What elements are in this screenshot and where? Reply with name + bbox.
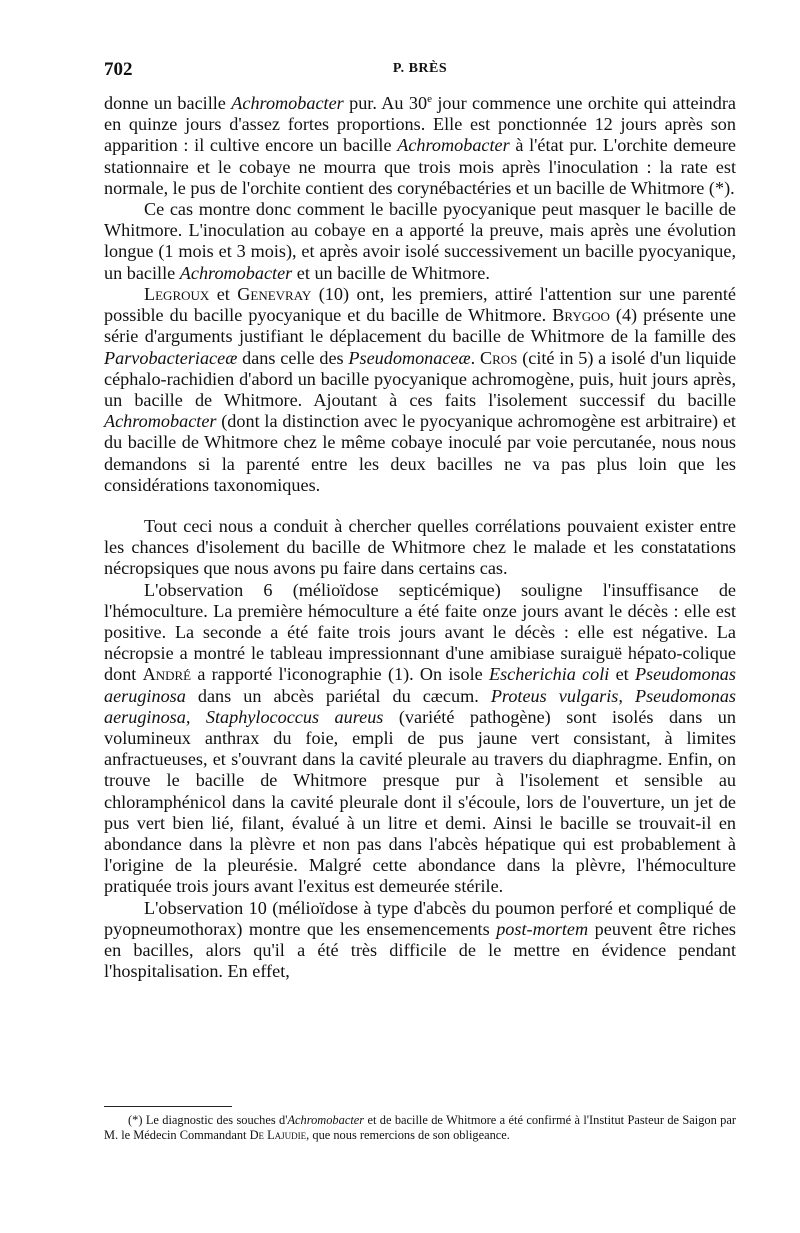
text-segment: (cité in 5) a isolé d'un liquide céphalo-rachidien d'abord un bacille pyocyanique achromogène, puis, huit jours après, un bacille de Whitmore. Ajoutant à ces faits l'isolement successif du bacille <box>104 347 737 410</box>
text-segment: (dont la distinction avec le pyocyanique achromogène est arbitraire) et du bacille de Whitmore chez le même cobaye inoculé par voie percutanée, nous nous demandons si la parenté entre les deux bacilles ne va pas plus loin que les considérations taxonomiques. <box>104 411 736 495</box>
author-ref: Brygoo <box>552 305 610 326</box>
text-segment: dans un abcès pariétal du cæcum. <box>185 685 491 706</box>
author-ref: De Lajudie <box>249 1127 307 1142</box>
text-segment: pur. Au 30 <box>343 93 428 114</box>
running-head <box>104 55 736 89</box>
italic-text: Achromobacter <box>104 411 217 432</box>
italic-text: Parvobacteriaceæ <box>104 347 238 368</box>
paragraph-2 <box>104 199 736 284</box>
italic-text: Escherichia coli <box>488 664 610 685</box>
text-segment: a rapporté l'iconographie (1). On isole <box>191 664 489 685</box>
text-segment: dans celle des <box>237 347 349 368</box>
text-segment: et un bacille de Whitmore. <box>292 262 490 283</box>
footnote-rule <box>104 1106 232 1107</box>
author-ref: Legroux <box>144 283 210 304</box>
text-segment: Ce cas montre donc comment le bacille pyocyanique peut masquer le bacille de Whitmore. L'inoculation au cobaye en a apporté la preuve, mais après une évolution longue (1 mois et 3 mois), et après avoir isolé successivement un bacille pyocyanique, un bacille <box>104 199 736 283</box>
text-segment: peuvent être riches en bacilles, alors qu'il a été très difficile de le mettre en évidence pendant l'hospitalisation. En effet, <box>104 918 736 982</box>
italic-text: Achromobacter <box>397 135 510 156</box>
text-segment: (10) ont, les premiers, attiré l'attention sur une parenté possible du bacille pyocyanique et du bacille de Whitmore. <box>104 283 736 326</box>
italic-text: Pseudomonas aeruginosa <box>104 664 736 706</box>
page-number: 702 <box>104 59 133 80</box>
italic-text: Achromobacter <box>287 1113 365 1127</box>
paragraph-3 <box>104 284 736 496</box>
paragraph-5 <box>104 580 736 898</box>
italic-text: Achromobacter <box>179 262 293 283</box>
text-segment: (variété pathogène) sont isolés dans un volumineux anthrax du foie, empli de pus jaune vert consistant, à limites anfractueuses, et s'ouvrant dans la cavité pleurale au travers du diaphragme. Enfin, on trouve le bacille de Whitmore presque pur à l'isolement et sensible au chloramphénicol dans la cavité pleurale dont il s'écoule, lors de l'ouverture, un jet de pus vert bien lié, filant, évalué à un litre et demi. Ainsi le bacille se trouvait-il en abondance dans la plèvre et non pas dans l'abcès hépatique qui est probablement à l'origine de la pleurésie. Malgré cette abondance dans la plèvre, l'hémoculture pratiquée trois jours avant l'exitus est demeurée stérile. <box>104 706 736 897</box>
text-segment: . <box>470 347 480 368</box>
author-ref: André <box>142 664 192 685</box>
text-segment: L'observation 10 (mélioïdose à type d'abcès du poumon perforé et compliqué de pyopneumothorax) montre que les ensemencements <box>104 897 736 939</box>
text-segment: L'observation 6 (mélioïdose septicémique) souligne l'insuffisance de l'hémoculture. La première hémoculture a été faite onze jours avant le décès : elle est positive. La seconde a été faite trois jours avant le décès : elle est négative. La nécropsie a montré le tableau impressionnant d'une amibiase suraiguë hépato-colique dont <box>104 579 736 685</box>
text-segment: jour commence une orchite qui atteindra en quinze jours d'assez fortes proportions. Elle est ponctionnée 12 jours après son apparition : il cultive encore un bacille <box>104 93 736 156</box>
italic-text: post-mortem <box>496 918 589 939</box>
paragraph-1 <box>104 89 736 199</box>
italic-text: Achromobacter <box>231 93 344 114</box>
author-ref: Cros <box>479 347 518 368</box>
text-segment: (4) présente une série d'arguments justifiant le déplacement du bacille de Whitmore de la famille des <box>104 305 736 347</box>
paragraph-4: Tout ceci nous a conduit à chercher quelles corrélations pouvaient exister entre les chances d'isolement du bacille de Whitmore chez le malade et les constatations nécropsiques que nous avons pu faire dans certains cas. <box>104 515 736 579</box>
text-segment: et <box>209 283 238 304</box>
text-segment: et de bacille de Whitmore a été confirmé à l'Institut Pasteur de Saigon par M. le Médecin Commandant <box>104 1113 736 1142</box>
author-ref: Genevray <box>237 283 312 304</box>
text-segment: et <box>609 664 635 685</box>
text-segment: (*) Le diagnostic des souches d' <box>128 1113 288 1127</box>
page <box>104 55 736 982</box>
text-segment: à l'état pur. L'orchite demeure stationnaire et le cobaye ne mourra que trois mois après l'inoculation : la rate est normale, le pus de l'orchite contient des corynébactéries et un bacille de Whitmore (*). <box>104 135 736 198</box>
italic-text: Proteus vulgaris, Pseudomonas aeruginosa, Staphylococcus aureus <box>104 685 736 727</box>
running-head-author: P. BRÈS <box>392 61 448 76</box>
italic-text: Pseudomonaceæ <box>348 347 471 368</box>
paragraph-6 <box>104 898 736 983</box>
footnote <box>104 1113 736 1142</box>
text-segment: , que nous remercions de son obligeance. <box>306 1127 510 1142</box>
body-text <box>104 89 736 982</box>
ordinal-superscript: e <box>427 93 432 105</box>
text-segment: donne un bacille <box>104 93 232 114</box>
